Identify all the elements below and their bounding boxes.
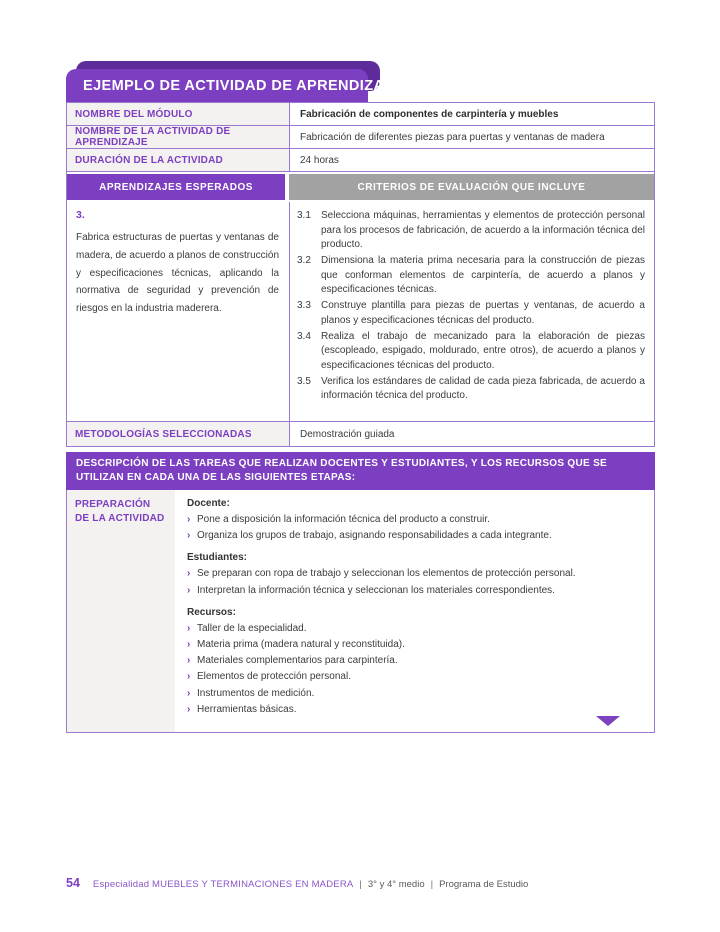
expected-learning-number: 3. <box>76 209 85 221</box>
criterion-item <box>297 330 645 374</box>
criterion-item <box>297 375 645 404</box>
continuation-arrow-icon <box>596 716 620 726</box>
criterion-number: 3.2 <box>297 255 311 267</box>
list-item-text: Herramientas básicas. <box>197 703 297 715</box>
criterion-text: Construye plantilla para piezas de puertas y ventanas, de acuerdo a planos y especificaciones técnicas del producto. <box>321 300 645 326</box>
activity-table <box>66 102 655 447</box>
bullet-icon: › <box>187 622 191 634</box>
bullet-icon: › <box>187 530 191 542</box>
group-heading: Recursos: <box>187 606 236 618</box>
footer-grade: 3° y 4° medio <box>367 879 425 890</box>
list-item-text: Pone a disposición la información técnica del producto a construir. <box>197 514 490 525</box>
group-heading: Estudiantes: <box>187 552 248 564</box>
duration-label: DURACIÓN DE LA ACTIVIDAD <box>67 149 290 171</box>
list-item-text: Elementos de protección personal. <box>197 671 351 683</box>
page-title-banner <box>66 69 403 103</box>
criterion-number: 3.5 <box>297 375 311 387</box>
bullet-icon: › <box>187 568 191 580</box>
module-value: Fabricación de componentes de carpintería y muebles <box>300 108 559 120</box>
resources-group <box>187 607 638 718</box>
students-group <box>187 552 638 598</box>
bullet-icon: › <box>187 514 191 525</box>
criterion-item <box>297 299 645 328</box>
bullet-icon: › <box>187 703 191 715</box>
group-heading: Docente: <box>187 498 230 509</box>
bullet-icon: › <box>187 638 191 650</box>
methodology-label: METODOLOGÍAS SELECCIONADAS <box>67 422 290 446</box>
learning-content-row <box>67 202 654 422</box>
list-item-text: Se preparan con ropa de trabajo y seleccionan los elementos de protección personal. <box>197 568 576 580</box>
list-item-text: Interpretan la información técnica y seleccionan los materiales correspondientes. <box>197 584 555 596</box>
expected-learning-header: APRENDIZAJES ESPERADOS <box>67 174 285 200</box>
list-item <box>187 653 638 669</box>
preparation-section <box>66 490 655 733</box>
criterion-text: Selecciona máquinas, herramientas y elementos de protección personal para los procesos de fabricación, de acuerdo a la información técnica del producto. <box>321 210 645 251</box>
criterion-number: 3.3 <box>297 300 311 312</box>
criterion-number: 3.1 <box>297 210 311 221</box>
criterion-item <box>297 254 645 298</box>
footer-separator: | <box>430 879 434 890</box>
methodology-value: Demostración guiada <box>300 428 395 440</box>
criterion-text: Dimensiona la materia prima necesaria para la construcción de piezas que conforman elementos de carpintería, de acuerdo a planos y especificaciones técnicas. <box>321 255 645 296</box>
evaluation-criteria-header: CRITERIOS DE EVALUACIÓN QUE INCLUYE <box>289 174 654 200</box>
teacher-group <box>187 498 638 544</box>
footer-program: Programa de Estudio <box>439 879 529 890</box>
page-number: 54 <box>66 876 80 890</box>
bullet-icon: › <box>187 671 191 683</box>
footer-specialty: Especialidad MUEBLES Y TERMINACIONES EN MADERA <box>92 879 354 890</box>
evaluation-criteria-cell <box>290 202 654 421</box>
table-header-row <box>67 172 654 202</box>
expected-learning-text: Fabrica estructuras de puertas y ventanas de madera, de acuerdo a planos de construcción y especificaciones técnicas, aplicando la normativa de seguridad y prevención de riesgos en la industria maderera. <box>76 232 279 315</box>
preparation-content <box>175 490 654 732</box>
table-row-duration <box>67 149 654 172</box>
criterion-text: Realiza el trabajo de mecanizado para la elaboración de piezas (escopleado, espigado, moldurado, entre otros), de acuerdo a planos y especificaciones técnicas del producto. <box>321 330 645 371</box>
activity-name-value: Fabricación de diferentes piezas para puertas y ventanas de madera <box>300 131 605 143</box>
bullet-icon: › <box>187 584 191 596</box>
preparation-stage-label: PREPARACIÓN DE LA ACTIVIDAD <box>67 490 175 732</box>
bullet-icon: › <box>187 687 191 699</box>
activity-name-label: NOMBRE DE LA ACTIVIDAD DE APRENDIZAJE <box>67 126 290 148</box>
list-item <box>187 512 638 528</box>
table-row-module <box>67 103 654 126</box>
list-item <box>187 583 638 599</box>
list-item <box>187 528 638 544</box>
page-title: EJEMPLO DE ACTIVIDAD DE APRENDIZAJE <box>83 78 403 94</box>
list-item <box>187 637 638 653</box>
expected-learning-cell <box>67 202 290 421</box>
table-row-activity-name <box>67 126 654 149</box>
list-item <box>187 702 638 718</box>
page-footer <box>66 876 528 890</box>
list-item-text: Materia prima (madera natural y reconstituida). <box>197 638 405 650</box>
bullet-icon: › <box>187 655 191 667</box>
list-item-text: Organiza los grupos de trabajo, asignando responsabilidades a cada integrante. <box>197 530 552 542</box>
criterion-text: Verifica los estándares de calidad de cada pieza fabricada, de acuerdo a información técnica del producto. <box>321 375 645 402</box>
list-item <box>187 621 638 637</box>
footer-separator: | <box>359 879 362 890</box>
list-item-text: Materiales complementarios para carpintería. <box>197 655 398 667</box>
list-item <box>187 566 638 582</box>
list-item <box>187 686 638 702</box>
module-label: NOMBRE DEL MÓDULO <box>67 103 290 125</box>
table-row-methodology <box>67 422 654 446</box>
list-item <box>187 669 638 685</box>
list-item-text: Taller de la especialidad. <box>197 622 307 634</box>
duration-value: 24 horas <box>300 154 339 166</box>
tasks-description-banner: DESCRIPCIÓN DE LAS TAREAS QUE REALIZAN DOCENTES Y ESTUDIANTES, Y LOS RECURSOS QUE SE UTILIZAN EN CADA UNA DE LAS SIGUIENTES ETAPAS: <box>66 452 655 490</box>
criterion-item <box>297 209 645 253</box>
list-item-text: Instrumentos de medición. <box>197 687 315 699</box>
criterion-number: 3.4 <box>297 330 311 342</box>
